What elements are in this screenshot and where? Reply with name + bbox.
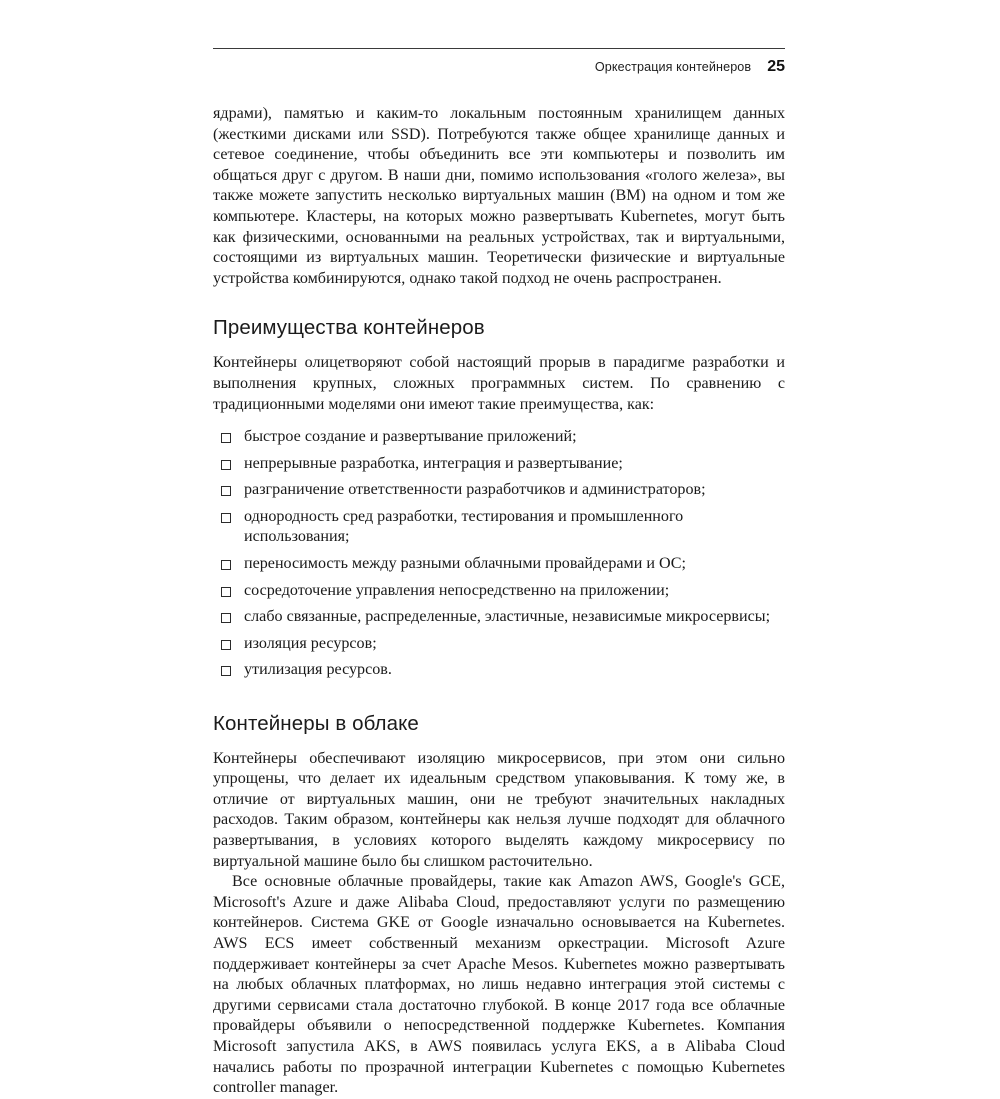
list-item [213, 427, 785, 447]
square-bullet-icon [221, 433, 231, 443]
square-bullet-icon [221, 486, 231, 496]
list-item-label: переносимость между разными облачными провайдерами и ОС; [244, 554, 686, 572]
square-bullet-icon [221, 613, 231, 623]
list-item [213, 660, 785, 680]
list-item-label: разграничение ответственности разработчиков и администраторов; [244, 481, 706, 499]
square-bullet-icon [221, 640, 231, 650]
list-item [213, 480, 785, 500]
square-bullet-icon [221, 587, 231, 597]
body-text [213, 104, 785, 1099]
list-item-label: изоляция ресурсов; [244, 634, 377, 652]
intro-paragraph: ядрами), памятью и каким-то локальным постоянным хранилищем данных (жесткими дисками или SSD). Потребуются также общее хранилище данных и сетевое соединение, чтобы объединить все эти компьютеры и позволить им общаться друг с другом. В наши дни, помимо использования «голого железа», вы также можете запустить несколько виртуальных машин (ВМ) на одном и том же компьютере. Кластеры, на которых можно развертывать Kubernetes, могут быть как физическими, основанными на реальных устройствах, так и виртуальными, состоящими из виртуальных машин. Теоретически физические и виртуальные устройства комбинируются, однако такой подход не очень распространен. [213, 105, 785, 287]
list-item-label: сосредоточение управления непосредственно на приложении; [244, 581, 670, 599]
list-item-label: однородность сред разработки, тестирования и промышленного использования; [244, 507, 684, 546]
page-number: 25 [767, 58, 785, 75]
list-item [213, 554, 785, 574]
list-item [213, 634, 785, 654]
cloud-paragraph-2: Все основные облачные провайдеры, такие как Amazon AWS, Google's GCE, Microsoft's Azure и даже Alibaba Cloud, предоставляют услуги по размещению контейнеров. Система GKE от Google изначально основывается на Kubernetes. AWS ECS имеет собственный механизм оркестрации. Microsoft Azure поддерживает контейнеры за счет Apache Mesos. Kubernetes можно развертывать на любых облачных платформах, но лишь недавно интеграция этой системы с другими сервисами стала достаточно глубокой. В конце 2017 года все облачные провайдеры объявили о непосредственной поддержке Kubernetes. Компания Microsoft запустила AKS, в AWS появилась услуга EKS, а в Alibaba Cloud начались работы по прозрачной интеграции Kubernetes с помощью Kubernetes controller manager. [213, 873, 785, 1097]
benefits-list [213, 427, 785, 681]
list-item [213, 581, 785, 601]
square-bullet-icon [221, 560, 231, 570]
list-item [213, 607, 785, 627]
list-item-label: утилизация ресурсов. [244, 661, 392, 679]
list-item-label: быстрое создание и развертывание приложений; [244, 428, 577, 446]
square-bullet-icon [221, 460, 231, 470]
section-heading-cloud: Контейнеры в облаке [213, 711, 419, 735]
list-item [213, 507, 785, 548]
page-header [213, 48, 785, 76]
benefits-paragraph: Контейнеры олицетворяют собой настоящий прорыв в парадигме разработки и выполнения крупных, сложных программных систем. По сравнению с традиционными моделями они имеют такие преимущества, как: [213, 354, 785, 413]
square-bullet-icon [221, 666, 231, 676]
cloud-paragraph-1: Контейнеры обеспечивают изоляцию микросервисов, при этом они сильно упрощены, что делает их идеальным средством упаковывания. К тому же, в отличие от виртуальных машин, они не требуют значительных накладных расходов. Таким образом, контейнеры как нельзя лучше подходят для облачного развертывания, в условиях которого выделять каждому микросервису по виртуальной машине было бы слишком расточительно. [213, 749, 785, 870]
square-bullet-icon [221, 513, 231, 523]
list-item [213, 454, 785, 474]
page-content [213, 48, 785, 1099]
list-item-label: непрерывные разработка, интеграция и развертывание; [244, 454, 623, 472]
section-heading-benefits: Преимущества контейнеров [213, 316, 485, 340]
running-title: Оркестрация контейнеров [594, 60, 752, 74]
list-item-label: слабо связанные, распределенные, эластичные, независимые микросервисы; [244, 608, 771, 626]
